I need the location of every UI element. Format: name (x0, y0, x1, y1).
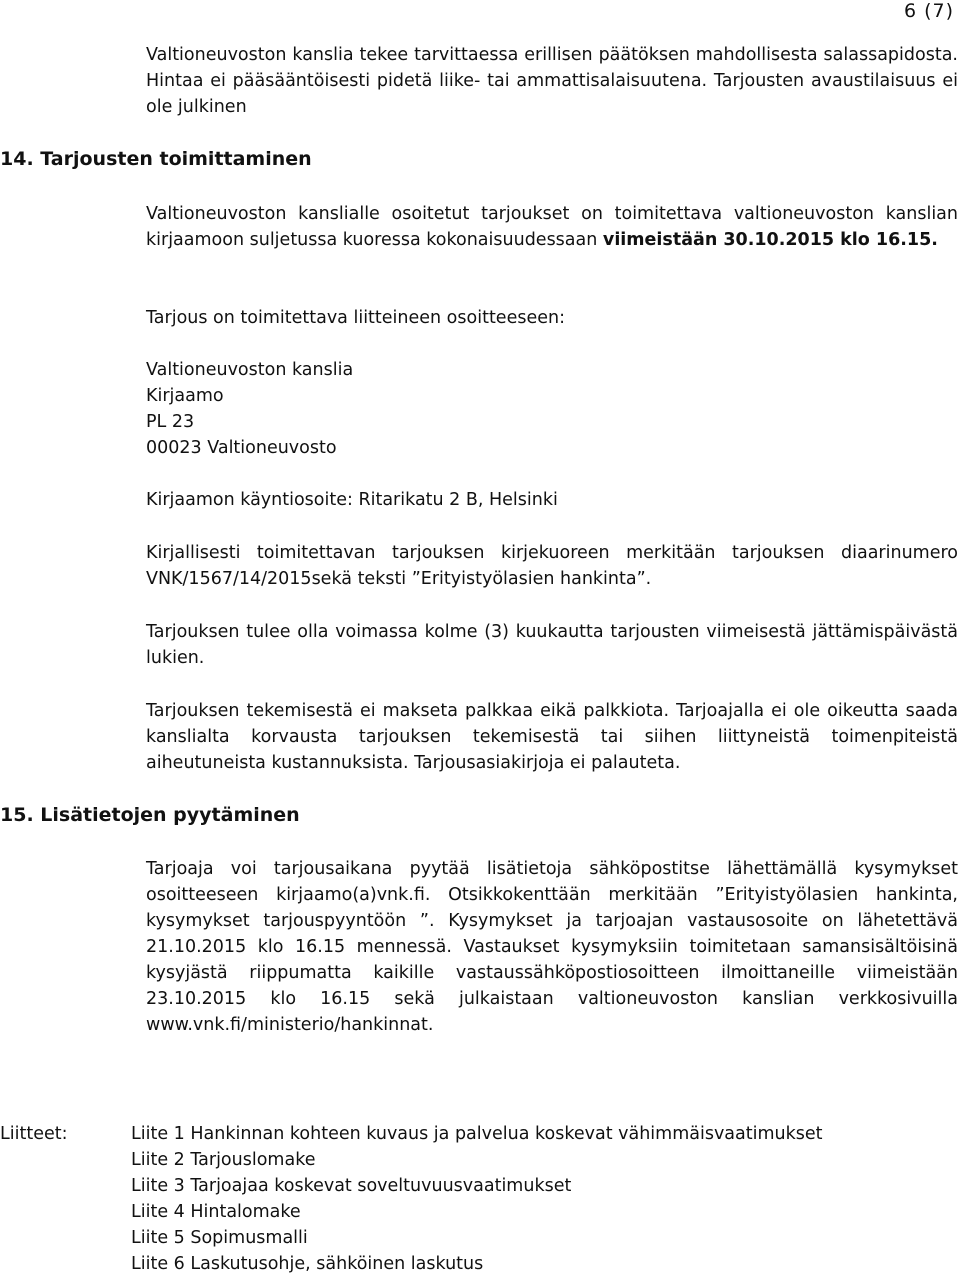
section-14-heading: 14. Tarjousten toimittaminen (0, 148, 312, 170)
attachment-item: Liite 2 Tarjouslomake (131, 1150, 316, 1170)
address-intro: Tarjous on toimitettava liitteineen osoitteeseen: (146, 308, 565, 328)
page-number: 6 (7) (903, 0, 954, 22)
validity-paragraph: Tarjouksen tulee olla voimassa kolme (3) kuukautta tarjousten viimeisestä jättämispäivästä lukien. (146, 622, 958, 668)
envelope-marking-paragraph: Kirjallisesti toimitettavan tarjouksen kirjekuoreen merkitään tarjouksen diaarinumero VNK/1567/14/2015sekä teksti ”Erityistyölasien hankinta”. (146, 543, 958, 589)
section-15-heading: 15. Lisätietojen pyytäminen (0, 804, 300, 826)
attachment-item: Liite 3 Tarjoajaa koskevat soveltuvuusvaatimukset (131, 1176, 572, 1196)
visiting-address: Kirjaamon käyntiosoite: Ritarikatu 2 B, Helsinki (146, 490, 558, 510)
address-line: Valtioneuvoston kanslia (146, 360, 354, 380)
intro-paragraph: Valtioneuvoston kanslia tekee tarvittaessa erillisen päätöksen mahdollisesta salassapidosta. Hintaa ei pääsääntöisesti pidetä liike- tai ammattisalaisuutena. Tarjousten avaustilaisuus ei ole julkinen (146, 45, 958, 117)
address-line: PL 23 (146, 412, 195, 432)
attachment-item: Liite 6 Laskutusohje, sähköinen laskutus (131, 1254, 484, 1274)
address-line: 00023 Valtioneuvosto (146, 438, 337, 458)
submission-deadline-paragraph (146, 201, 958, 253)
attachments-label: Liitteet: (0, 1124, 68, 1144)
questions-paragraph: Tarjoaja voi tarjousaikana pyytää lisätietoja sähköpostitse lähettämällä kysymykset osoitteeseen kirjaamo(a)vnk.fi. Otsikkokenttään merkitään ”Erityistyölasien hankinta, kysymykset tarjouspyyntöön ”. Kysymykset ja tarjoajan vastausosoite on lähetettävä 21.10.2015 klo 16.15 mennessä. Vastaukset kysymyksiin toimitetaan samansisältöisinä kysyjästä riippumatta kaikille vastaussähköpostiosoitteen ilmoittaneille viimeistään 23.10.2015 klo 16.15 sekä julkaistaan valtioneuvoston kanslian verkkosivuilla www.vnk.fi/ministerio/hankinnat. (146, 859, 958, 1035)
address-line: Kirjaamo (146, 386, 224, 406)
deadline-text: Valtioneuvoston kanslialle osoitetut tarjoukset on toimitettava valtioneuvoston kanslian kirjaamoon suljetussa kuoressa kokonaisuudessaan (146, 204, 958, 250)
attachments-list (131, 1121, 823, 1277)
attachment-item: Liite 4 Hintalomake (131, 1202, 301, 1222)
attachment-item: Liite 1 Hankinnan kohteen kuvaus ja palvelua koskevat vähimmäisvaatimukset (131, 1124, 823, 1144)
deadline-emphasis: viimeistään 30.10.2015 klo 16.15. (602, 230, 938, 250)
costs-paragraph: Tarjouksen tekemisestä ei makseta palkkaa eikä palkkiota. Tarjoajalla ei ole oikeutta saada kanslialta korvausta tarjouksen tekemisestä tai siihen liittyneistä toimenpiteistä aiheutuneista kustannuksista. Tarjousasiakirjoja ei palauteta. (146, 701, 958, 773)
attachment-item: Liite 5 Sopimusmalli (131, 1228, 308, 1248)
